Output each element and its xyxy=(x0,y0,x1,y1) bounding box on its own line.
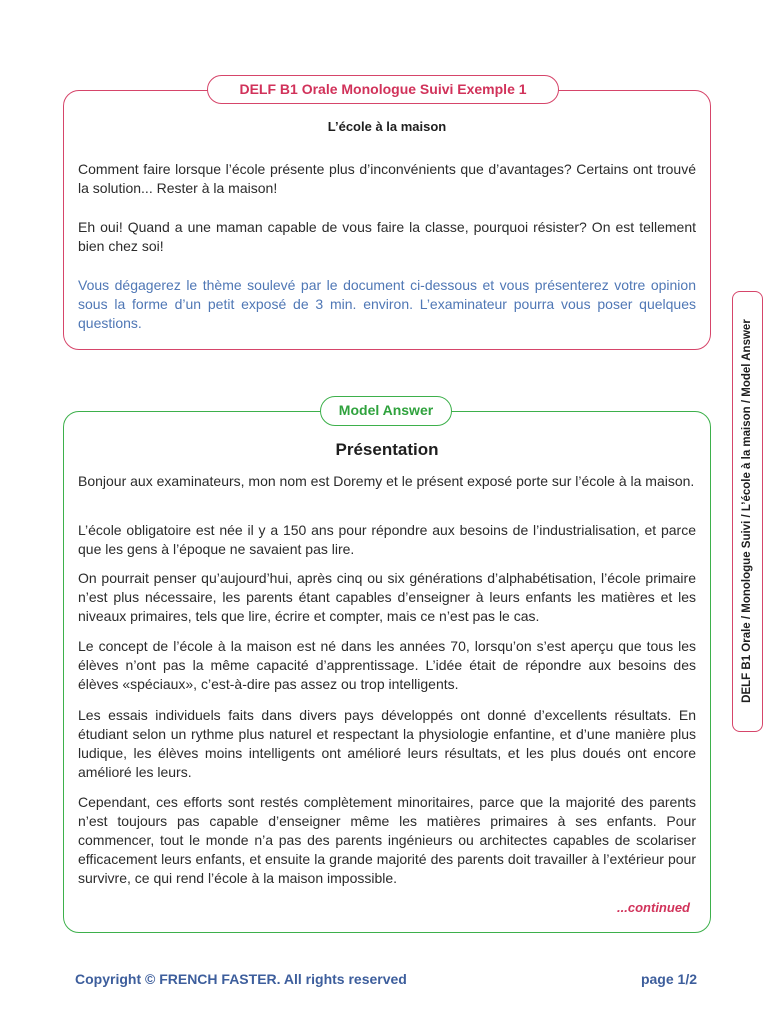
answer-paragraph: L’école obligatoire est née il y a 150 ans pour répondre aux besoins de l’industrialisation, et parce que les gens à l’époque ne savaient pas lire. xyxy=(78,522,696,557)
prompt-title: L’école à la maison xyxy=(327,119,447,134)
prompt-paragraph: Eh oui! Quand a une maman capable de vous faire la classe, pourquoi résister? On est tellement bien chez soi! xyxy=(78,219,696,254)
answer-paragraph: Les essais individuels faits dans divers pays développés ont donné d’excellents résultats. En étudiant selon un rythme plus naturel et respectant la physiologie enfantine, et d’une manière plus ludique, les élèves moins intelligents ont amélioré leurs résultats, et les plus doués ont encore amélioré les leurs. xyxy=(78,707,696,780)
side-tab-label: DELF B1 Orale / Monologue Suivi / L’école à la maison / Model Answer xyxy=(741,319,753,703)
answer-paragraph: Cependant, ces efforts sont restés complètement minoritaires, parce que la majorité des parents n’est toujours pas capable d’enseigner même les matières primaires à ses enfants. Pour commencer, tout le monde n’a pas des parents ingénieurs ou architectes capables de scolariser efficacement leurs enfants, et ensuite la grande majorité des parents doit travailler à l’extérieur pour survivre, ce qui rend l’école à la maison impossible. xyxy=(78,794,696,886)
page-number: page 1/2 xyxy=(640,971,697,987)
copyright-text: Copyright © FRENCH FASTER. All rights reserved xyxy=(75,971,407,987)
answer-paragraph: On pourrait penser qu’aujourd’hui, après cinq ou six générations d’alphabétisation, l’école primaire n’est plus nécessaire, les parents étant capables d’enseigner à leurs enfants les matières et les niveaux primaires, tels que lire, écrire et compter, mais ce n’est pas le cas. xyxy=(78,570,696,624)
answer-paragraph: Bonjour aux examinateurs, mon nom est Doremy et le présent exposé porte sur l’école à la maison. xyxy=(78,473,695,489)
answer-title: Présentation xyxy=(335,440,439,459)
model-answer-header-label: Model Answer xyxy=(320,396,452,426)
prompt-paragraph: Comment faire lorsque l’école présente plus d’inconvénients que d’avantages? Certains ont trouvé la solution... Rester à la maison! xyxy=(78,161,696,196)
prompt-header-label: DELF B1 Orale Monologue Suivi Exemple 1 xyxy=(207,75,559,104)
prompt-instruction: Vous dégagerez le thème soulevé par le document ci-dessous et vous présenterez votre opinion sous la forme d’un petit exposé de 3 min. environ. L’examinateur pourra vous poser quelques questions. xyxy=(78,277,696,331)
answer-paragraph: Le concept de l’école à la maison est né dans les années 70, lorsqu’on s’est aperçu que tous les élèves n’ont pas la même capacité d’apprentissage. L’idée était de répondre aux besoins des élèves «spéciaux», c’est-à-dire pas assez ou trop intelligents. xyxy=(78,638,696,692)
continued-label: ...continued xyxy=(617,900,690,915)
